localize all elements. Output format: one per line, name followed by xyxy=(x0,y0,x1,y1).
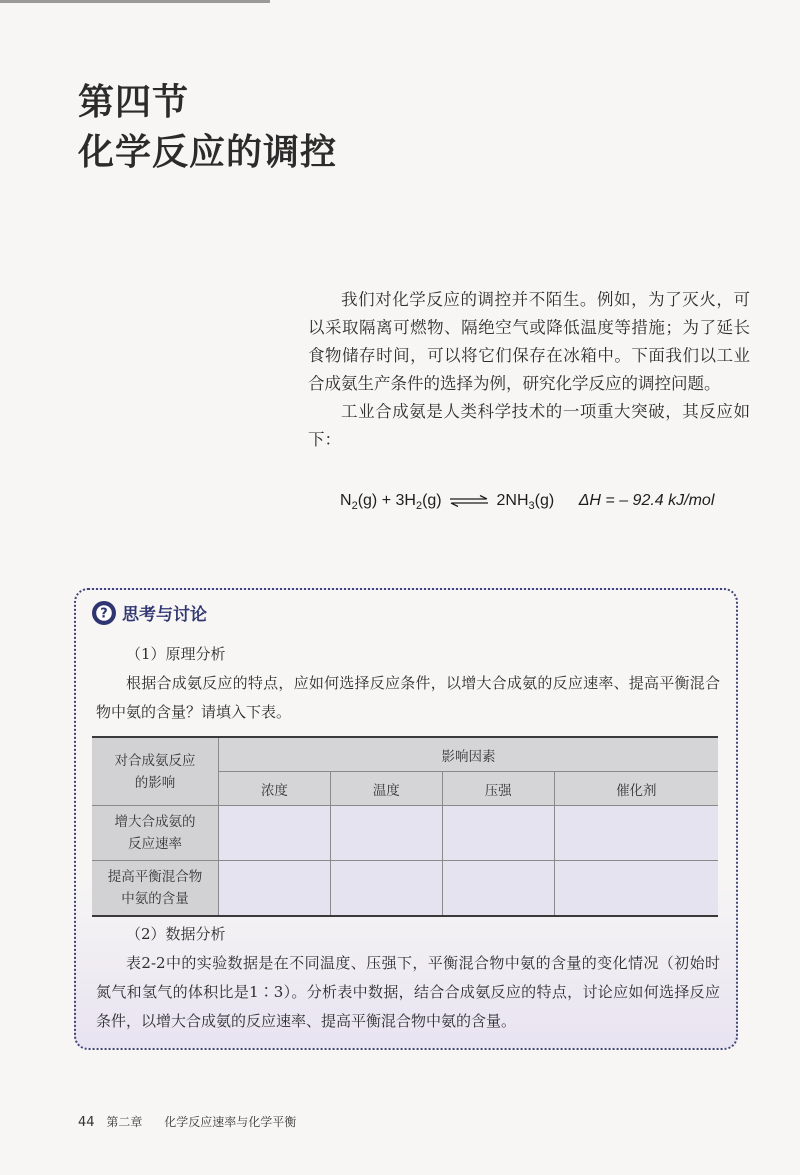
reaction-equation xyxy=(340,492,714,512)
table-row xyxy=(92,806,718,861)
discussion-icon xyxy=(92,601,116,625)
table-corner-header xyxy=(92,737,219,806)
part1-block xyxy=(96,640,720,727)
answer-cell[interactable] xyxy=(219,861,331,917)
table-row xyxy=(92,861,718,917)
think-discuss-box xyxy=(74,588,738,1050)
box-header xyxy=(92,600,207,625)
row-header-ammonia-content xyxy=(92,861,219,917)
part2-text: 表2-2中的实验数据是在不同温度、压强下，平衡混合物中氨的含量的变化情况（初始时氮气和氢气的体积比是1∶3）。分析表中数据，结合合成氨反应的特点，讨论应如何选择反应条件，以增大合成氨的反应速率、提高平衡混合物中氨的含量。 xyxy=(96,954,720,1030)
row-header-rate xyxy=(92,806,219,861)
answer-cell[interactable] xyxy=(442,861,554,917)
part1-text: 根据合成氨反应的特点，应如何选择反应条件，以增大合成氨的反应速率、提高平衡混合物中氨的含量？请填入下表。 xyxy=(96,674,720,721)
eq-n2-sub: 2 xyxy=(351,500,358,513)
answer-cell[interactable] xyxy=(330,806,442,861)
eq-h2-state: (g) xyxy=(422,492,442,509)
answer-cell[interactable] xyxy=(554,806,718,861)
part2-block xyxy=(96,920,720,1036)
row-header-line-2: 反应速率 xyxy=(128,836,182,852)
eq-enthalpy: ΔH = – 92.4 kJ/mol xyxy=(578,492,715,509)
page-number: 44 xyxy=(78,1115,95,1130)
section-name: 化学反应的调控 xyxy=(78,132,338,173)
discussion-icon-glyph: ? xyxy=(100,606,108,622)
part2-title: （2）数据分析 xyxy=(126,925,226,943)
col-header-temperature: 温度 xyxy=(330,772,442,806)
factors-table xyxy=(92,736,718,917)
col-header-catalyst: 催化剂 xyxy=(554,772,718,806)
page-footer xyxy=(78,1113,296,1130)
corner-line-2: 的影响 xyxy=(134,774,176,791)
col-header-pressure: 压强 xyxy=(442,772,554,806)
section-title xyxy=(78,78,337,178)
answer-cell[interactable] xyxy=(554,861,718,917)
chapter-title: 化学反应速率与化学平衡 xyxy=(164,1115,297,1129)
intro-paragraph-2: 工业合成氨是人类科学技术的一项重大突破，其反应如下： xyxy=(308,402,750,449)
answer-cell[interactable] xyxy=(442,806,554,861)
row-header-line-1: 增大合成氨的 xyxy=(114,814,196,830)
eq-product: 2NH xyxy=(496,492,529,509)
eq-nh3-state: (g) xyxy=(534,492,555,509)
eq-nh3-sub: 3 xyxy=(528,500,535,513)
eq-n2: N xyxy=(340,492,352,509)
part1-title: （1）原理分析 xyxy=(126,645,226,663)
row-header-line-1: 提高平衡混合物 xyxy=(107,869,203,885)
intro-text xyxy=(308,286,750,454)
chapter-label: 第二章 xyxy=(106,1115,143,1129)
section-number: 第四节 xyxy=(78,82,190,123)
answer-cell[interactable] xyxy=(219,806,331,861)
box-title: 思考与讨论 xyxy=(122,605,207,625)
group-header: 影响因素 xyxy=(219,737,719,772)
col-header-concentration: 浓度 xyxy=(219,772,331,806)
equilibrium-arrow-icon xyxy=(448,495,490,507)
row-header-line-2: 中氨的含量 xyxy=(121,891,189,907)
answer-cell[interactable] xyxy=(330,861,442,917)
eq-n2-state: (g) + 3H xyxy=(357,492,416,509)
intro-paragraph-1: 我们对化学反应的调控并不陌生。例如，为了灭火，可以采取隔离可燃物、隔绝空气或降低温度等措施；为了延长食物储存时间，可以将它们保存在冰箱中。下面我们以工业合成氨生产条件的选择为例，研究化学反应的调控问题。 xyxy=(308,290,750,393)
corner-line-1: 对合成氨反应 xyxy=(114,752,196,769)
eq-h2-sub: 2 xyxy=(415,500,423,513)
top-decorative-rule xyxy=(0,0,270,3)
